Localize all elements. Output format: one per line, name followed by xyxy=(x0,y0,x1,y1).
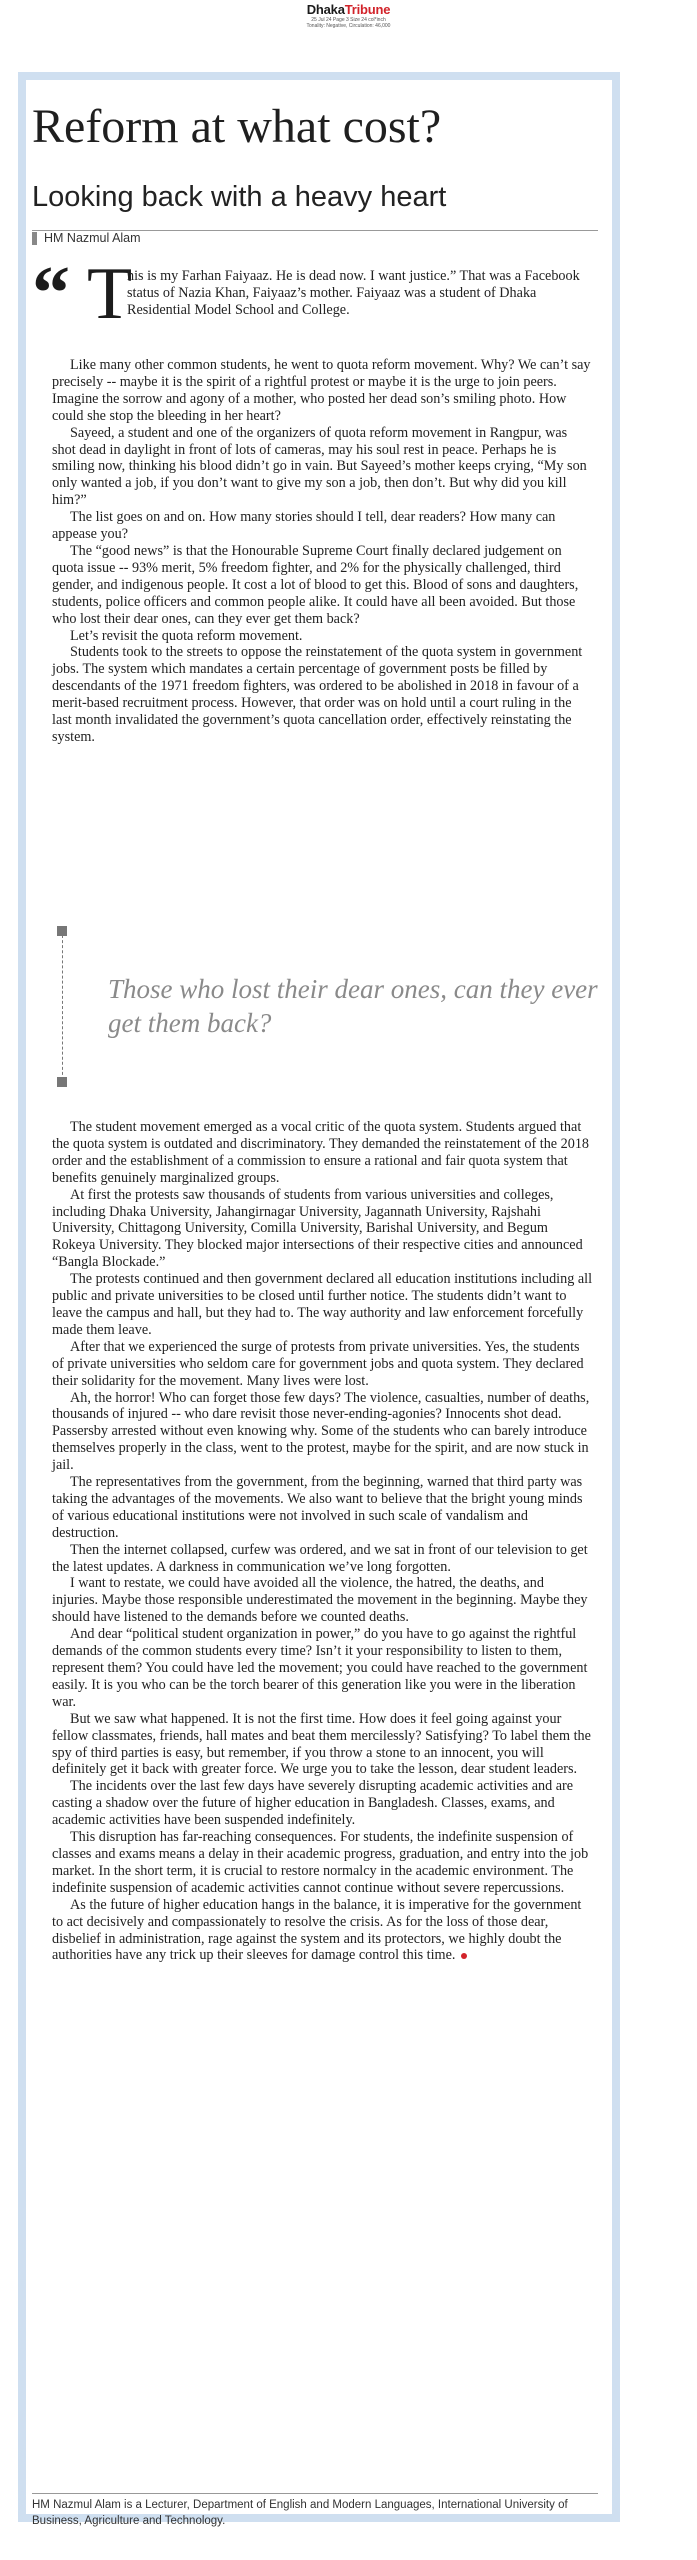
masthead xyxy=(0,0,697,68)
newspaper-logo xyxy=(0,2,697,17)
paragraph: Then the internet collapsed, curfew was ordered, and we sat in front of our television to get the latest updates. A darkness in communication we’ve long forgotten. xyxy=(52,1541,588,1575)
logo-tribune: Tribune xyxy=(344,2,391,17)
paragraph: Like many other common students, he went to quota reform movement. Why? We can’t say precisely -- maybe it is the spirit of a rightful protest or maybe it is the urge to join peers. Imagine the sorrow and agony of a mother, who posted her dead son’s smiling photo. How could she stop the bleeding in her heart? xyxy=(52,357,591,424)
body-bottom xyxy=(52,1119,593,1964)
bio-divider xyxy=(32,2493,598,2494)
paragraph: The student movement emerged as a vocal critic of the quota system. Students argued that the quota system is outdated and discriminatory. They demanded the reinstatement of the 2018 order and the establishment of a commission to ensure a rational and fair quota system that benefits genuinely marginalized groups. xyxy=(52,1119,590,1186)
paragraph: And dear “political student organization in power,” do you have to go against the rightful demands of the common students every time? Isn’t it your responsibility to listen to them, represent them? You could have led the movement; you could have reached to the government easily. It is you who can be the torch bearer of this generation like you were in the liberation war. xyxy=(52,1626,588,1710)
paragraph: Let’s revisit the quota reform movement. xyxy=(70,627,303,644)
paragraph: The protests continued and then government declared all education institutions including all public and private universities to be closed until further notice. The students didn’t want to leave the campus and hall, but they had to. The way authority and law enforcement forcefully made them leave. xyxy=(52,1271,593,1338)
paragraph: The “good news” is that the Honourable Supreme Court finally declared judgement on quota issue -- 93% merit, 5% freedom fighter, and 2% for the physically challenged, third gender, and indigenous people. It cost a lot of blood to get this. Blood of sons and daughters, students, police officers and common people alike. It could have all been avoided. But those who lost their dear ones, can they ever get them back? xyxy=(52,542,579,627)
drop-quote-mark: “ xyxy=(32,251,70,335)
first-paragraph-text: his is my Farhan Faiyaaz. He is dead now. I want justice.” That was a Facebook status of Nazia Khan, Faiyaaz’s mother. Faiyaaz was a student of Dhaka Residential Model School and College. xyxy=(127,268,580,318)
pull-quote-line xyxy=(62,935,63,1080)
paragraph: The list goes on and on. How many stories should I tell, dear readers? How many can appease you? xyxy=(52,509,556,543)
article-subtitle: Looking back with a heavy heart xyxy=(32,181,447,213)
author-bio: HM Nazmul Alam is a Lecturer, Department of English and Modern Languages, International University of Business, Agriculture and Technology. xyxy=(32,2499,568,2527)
byline: HM Nazmul Alam xyxy=(44,231,141,245)
paragraph: Ah, the horror! Who can forget those few days? The violence, casualties, number of deaths, thousands of injured -- who dare revisit those never-ending-agonies? Innocents shot dead. Passersby arrested without even knowing why. Some of the students who can barely introduce themselves properly in the class, went to the protest, maybe for the spirit, and are now stuck in jail. xyxy=(52,1389,590,1474)
paragraph-text: As the future of higher education hangs in the balance, it is imperative for the government to act decisively and compassionately to resolve the crisis. As for the loss of those dear, disbelief in administration, rage against the system and its protectors, we highly doubt the authorities have any trick up their sleeves for damage control this time. xyxy=(52,1896,582,1964)
pull-quote: Those who lost their dear ones, can they ever get them back? xyxy=(108,974,598,1038)
paragraph: Sayeed, a student and one of the organizers of quota reform movement in Rangpur, was shot dead in daylight in front of lots of cameras, may his soul rest in peace. Perhaps he is smiling now, thinking his blood didn’t go in vain. But Sayeed’s mother keeps crying, “My son only wanted a job, if you don’t want to give my son a job, then don’t. But why did you kill him?” xyxy=(52,424,587,509)
last-paragraph xyxy=(52,1897,593,1965)
paragraph: But we saw what happened. It is not the first time. How does it feel going against your fellow classmates, friends, hall mates and beat them mercilessly? Satisfying? To label them the spy of third parties is easy, but remember, if you throw a stone to an innocent, you will definitely get it back with greater force. We urge you to take the lesson, dear student leaders. xyxy=(52,1710,591,1778)
paragraph: At first the protests saw thousands of students from various universities and colleges, including Dhaka University, Jahangirnagar University, Jagannath University, Rajshahi University, Chittagong University, Comilla University, Barishal University, and Begum Rokeya University. They blocked major intersections of their respective cities and announced “Bangla Blockade.” xyxy=(52,1186,583,1271)
publication-info-line2: Tonality: Negative, Circulation: 46,000 xyxy=(306,23,391,29)
paragraph: Students took to the streets to oppose the reinstatement of the quota system in government jobs. The system which mandates a certain percentage of government posts be filled by descendants of the 1971 freedom fighters, was ordered to be abolished in 2018 in favour of a merit-based recruitment process. However, that order was on hold until a court ruling in the last month invalidated the government’s quota cancellation order, effectively reinstating the system. xyxy=(52,644,583,745)
first-paragraph xyxy=(127,268,593,319)
end-mark-icon xyxy=(461,1953,467,1959)
pull-quote-marker-bottom xyxy=(57,1077,67,1087)
paragraph: The representatives from the government, from the beginning, warned that third party was taking the advantages of the movements. We also want to believe that the bright young minds of various educational institutions were not involved in such scale of vandalism and destruction. xyxy=(52,1474,583,1541)
paragraph: This disruption has far-reaching consequences. For students, the indefinite suspension of classes and exams means a delay in their academic progress, graduation, and entry into the job market. In the short term, it is crucial to restore normalcy in the academic environment. The indefinite suspension of academic activities cannot continue without severe repercussions. xyxy=(52,1829,589,1896)
body-top xyxy=(52,357,593,746)
article-title: Reform at what cost? xyxy=(32,100,442,153)
logo-dhaka: Dhaka xyxy=(306,2,345,17)
paragraph: After that we experienced the surge of protests from private universities. Yes, the students of private universities who seldom care for government jobs and quota system. They declared their solidarity for the movement. Many lives were lost. xyxy=(52,1338,584,1389)
drop-cap: T xyxy=(87,253,133,335)
byline-marker xyxy=(32,232,37,245)
publication-info-line1: 25 Jul 24 Page 3 Size 24 col*inch xyxy=(311,17,386,23)
paragraph: I want to restate, we could have avoided all the violence, the hatred, the deaths, and injuries. Maybe those responsible underestimated the movement in the beginning. Maybe they should have listened to the demands before we counted deaths. xyxy=(52,1575,588,1626)
paragraph: The incidents over the last few days have severely disrupting academic activities and are casting a shadow over the future of higher education in Bangladesh. Classes, exams, and academic activities have been suspended indefinitely. xyxy=(52,1778,574,1829)
